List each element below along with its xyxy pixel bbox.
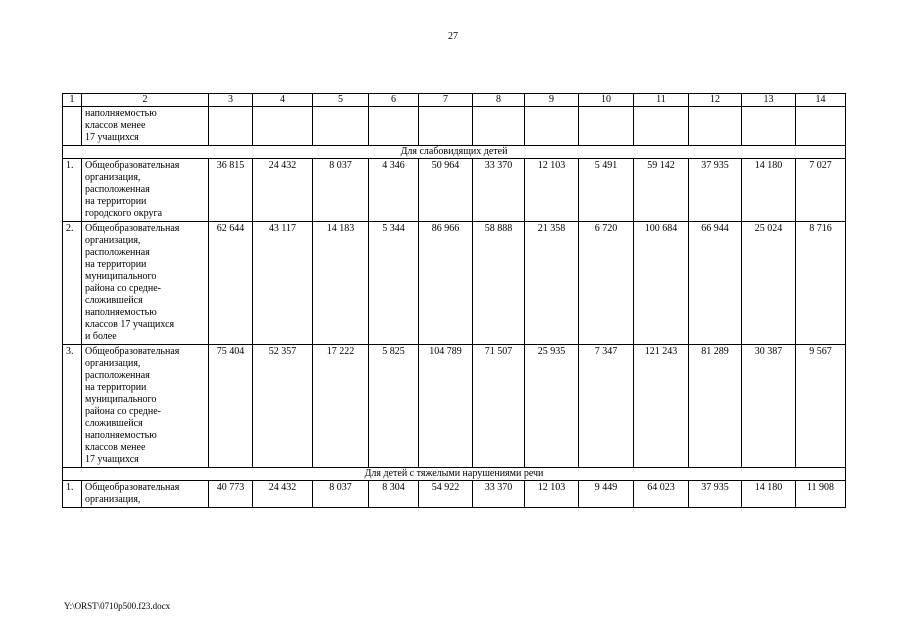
- value-cell: [473, 107, 525, 146]
- row-number-cell: [63, 107, 82, 146]
- row-description-cell: наполняемостью классов менее 17 учащихся: [82, 107, 209, 146]
- column-header: 1: [63, 94, 82, 107]
- value-cell: [253, 107, 313, 146]
- row-number-cell: 2.: [63, 222, 82, 345]
- value-cell: 121 243: [634, 345, 689, 468]
- table-row: [63, 222, 846, 345]
- row-number-cell: 1.: [63, 481, 82, 508]
- value-cell: 66 944: [689, 222, 742, 345]
- value-cell: 24 432: [253, 159, 313, 222]
- value-cell: 30 387: [742, 345, 796, 468]
- section-title: Для слабовидящих детей: [63, 146, 846, 159]
- value-cell: [742, 107, 796, 146]
- value-cell: 37 935: [689, 159, 742, 222]
- value-cell: 11 908: [796, 481, 846, 508]
- value-cell: 62 644: [209, 222, 253, 345]
- file-path: Y:\ORST\0710p500.f23.docx: [64, 601, 171, 611]
- column-header: 11: [634, 94, 689, 107]
- data-table: [62, 93, 846, 508]
- value-cell: 86 966: [419, 222, 473, 345]
- column-header: 9: [525, 94, 579, 107]
- value-cell: 58 888: [473, 222, 525, 345]
- value-cell: [525, 107, 579, 146]
- row-description-cell: Общеобразовательная организация,: [82, 481, 209, 508]
- value-cell: [313, 107, 369, 146]
- section-row: [63, 146, 846, 159]
- column-header: 13: [742, 94, 796, 107]
- value-cell: 5 491: [579, 159, 634, 222]
- column-header: 10: [579, 94, 634, 107]
- value-cell: 25 935: [525, 345, 579, 468]
- value-cell: 8 304: [369, 481, 419, 508]
- value-cell: 25 024: [742, 222, 796, 345]
- value-cell: 100 684: [634, 222, 689, 345]
- value-cell: 33 370: [473, 159, 525, 222]
- value-cell: 36 815: [209, 159, 253, 222]
- column-header: 8: [473, 94, 525, 107]
- column-header: 12: [689, 94, 742, 107]
- value-cell: 50 964: [419, 159, 473, 222]
- value-cell: 7 027: [796, 159, 846, 222]
- value-cell: 9 567: [796, 345, 846, 468]
- value-cell: 5 344: [369, 222, 419, 345]
- value-cell: [634, 107, 689, 146]
- value-cell: 8 037: [313, 159, 369, 222]
- row-description-cell: Общеобразовательная организация, расположенная на территории муниципального района со средне- сложившейся наполняемостью классов 17 учащихся и более: [82, 222, 209, 345]
- value-cell: 37 935: [689, 481, 742, 508]
- table-header-row: [63, 94, 846, 107]
- value-cell: 24 432: [253, 481, 313, 508]
- value-cell: 4 346: [369, 159, 419, 222]
- row-number-cell: 3.: [63, 345, 82, 468]
- table-row: [63, 107, 846, 146]
- row-description-cell: Общеобразовательная организация, расположенная на территории муниципального района со средне- сложившейся наполняемостью классов менее 17 учащихся: [82, 345, 209, 468]
- value-cell: 7 347: [579, 345, 634, 468]
- value-cell: 71 507: [473, 345, 525, 468]
- value-cell: [209, 107, 253, 146]
- value-cell: 43 117: [253, 222, 313, 345]
- value-cell: 81 289: [689, 345, 742, 468]
- page-number: 27: [448, 31, 458, 42]
- value-cell: 75 404: [209, 345, 253, 468]
- value-cell: 21 358: [525, 222, 579, 345]
- table-row: [63, 481, 846, 508]
- value-cell: 5 825: [369, 345, 419, 468]
- column-header: 2: [82, 94, 209, 107]
- value-cell: 59 142: [634, 159, 689, 222]
- value-cell: 54 922: [419, 481, 473, 508]
- column-header: 3: [209, 94, 253, 107]
- value-cell: 17 222: [313, 345, 369, 468]
- section-title: Для детей с тяжелыми нарушениями речи: [63, 468, 846, 481]
- row-number-cell: 1.: [63, 159, 82, 222]
- value-cell: 104 789: [419, 345, 473, 468]
- value-cell: 8 716: [796, 222, 846, 345]
- value-cell: 52 357: [253, 345, 313, 468]
- value-cell: [369, 107, 419, 146]
- value-cell: [579, 107, 634, 146]
- column-header: 6: [369, 94, 419, 107]
- value-cell: 33 370: [473, 481, 525, 508]
- column-header: 14: [796, 94, 846, 107]
- value-cell: [796, 107, 846, 146]
- value-cell: 14 183: [313, 222, 369, 345]
- column-header: 5: [313, 94, 369, 107]
- row-description-cell: Общеобразовательная организация, расположенная на территории городского округа: [82, 159, 209, 222]
- column-header: 7: [419, 94, 473, 107]
- value-cell: 6 720: [579, 222, 634, 345]
- value-cell: 40 773: [209, 481, 253, 508]
- section-row: [63, 468, 846, 481]
- table-row: [63, 345, 846, 468]
- value-cell: 64 023: [634, 481, 689, 508]
- column-header: 4: [253, 94, 313, 107]
- value-cell: 14 180: [742, 159, 796, 222]
- value-cell: 12 103: [525, 159, 579, 222]
- value-cell: 9 449: [579, 481, 634, 508]
- value-cell: 12 103: [525, 481, 579, 508]
- value-cell: [419, 107, 473, 146]
- table-row: [63, 159, 846, 222]
- value-cell: [689, 107, 742, 146]
- value-cell: 14 180: [742, 481, 796, 508]
- value-cell: 8 037: [313, 481, 369, 508]
